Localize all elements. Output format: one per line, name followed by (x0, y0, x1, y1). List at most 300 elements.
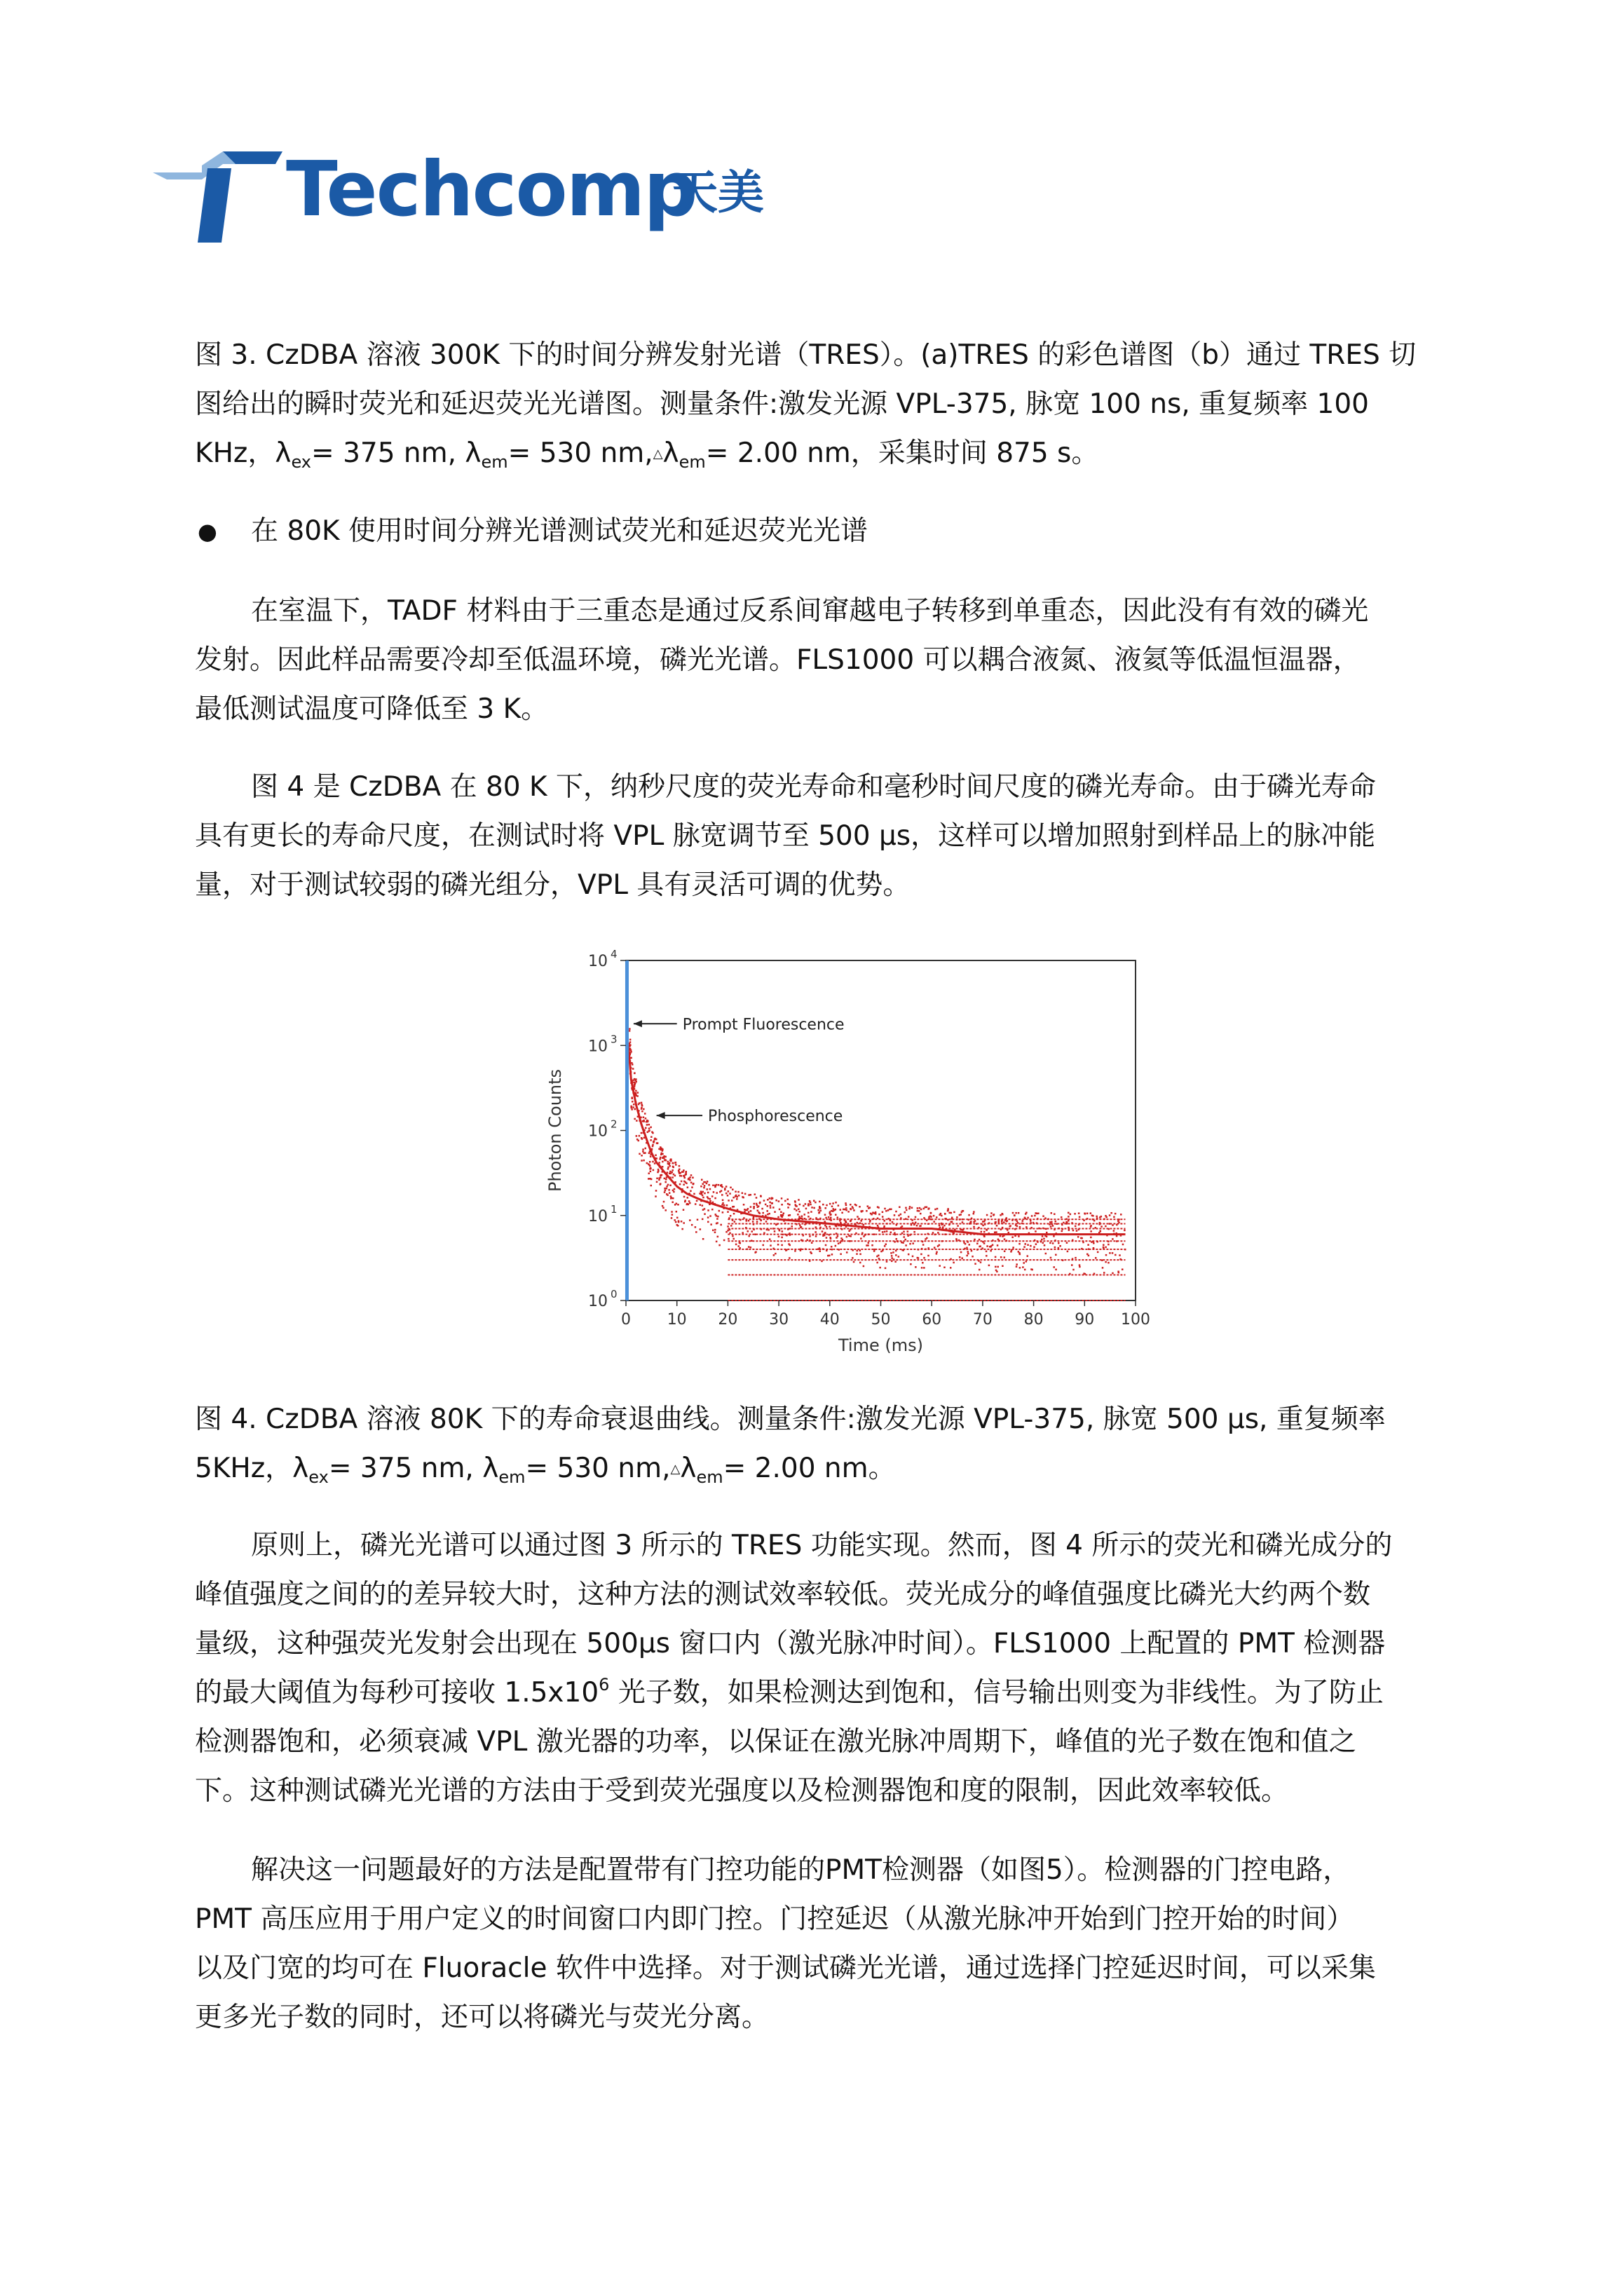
phosphorescence-point (850, 1204, 852, 1206)
phosphorescence-point (670, 1173, 672, 1175)
phosphorescence-point (1122, 1268, 1124, 1270)
phosphorescence-point (884, 1245, 886, 1247)
phosphorescence-point (709, 1215, 711, 1217)
phosphorescence-point (1035, 1212, 1037, 1214)
phosphorescence-point (997, 1239, 1000, 1241)
phosphorescence-point (666, 1193, 668, 1195)
phosphorescence-point (641, 1103, 643, 1106)
phosphorescence-point (657, 1171, 659, 1174)
fig3-caption (195, 331, 1443, 478)
phosphorescence-point (983, 1242, 986, 1244)
phosphorescence-point (1025, 1261, 1028, 1263)
phosphorescence-point (1022, 1220, 1024, 1222)
phosphorescence-point (986, 1229, 988, 1231)
phosphorescence-point (1079, 1216, 1081, 1218)
phosphorescence-point (665, 1178, 667, 1181)
phosphorescence-point (896, 1238, 898, 1240)
phosphorescence-point (882, 1216, 884, 1218)
phosphorescence-point (973, 1213, 975, 1215)
phosphorescence-point (920, 1213, 922, 1215)
phosphorescence-point (1019, 1226, 1021, 1228)
phosphorescence-point (661, 1148, 663, 1150)
phosphorescence-point (1025, 1213, 1027, 1215)
phosphorescence-point (629, 1028, 631, 1030)
phosphorescence-point (707, 1181, 709, 1183)
phosphorescence-point (670, 1158, 672, 1160)
paragraph-4-line4: 更多光子数的同时，还可以将磷光与荧光分离。 (195, 2002, 770, 2033)
phosphorescence-point (904, 1239, 906, 1241)
phosphorescence-point (995, 1256, 997, 1258)
phosphorescence-point (1004, 1256, 1006, 1258)
phosphorescence-point (723, 1239, 725, 1242)
phosphorescence-point (642, 1120, 644, 1122)
phosphorescence-point (799, 1224, 801, 1226)
phosphorescence-point (990, 1216, 993, 1218)
phosphorescence-point (1120, 1214, 1122, 1216)
phosphorescence-point (648, 1172, 650, 1174)
phosphorescence-point (737, 1245, 740, 1247)
phosphorescence-point (649, 1161, 651, 1163)
phosphorescence-point (936, 1253, 938, 1255)
phosphorescence-point (1052, 1225, 1054, 1227)
phosphorescence-point (1049, 1221, 1051, 1223)
phosphorescence-point (1074, 1213, 1076, 1215)
phosphorescence-point (641, 1155, 643, 1157)
phosphorescence-point (652, 1161, 654, 1163)
phosphorescence-point (942, 1226, 944, 1228)
phosphorescence-point (691, 1186, 693, 1188)
phosphorescence-point (826, 1226, 828, 1228)
phosphorescence-point (658, 1162, 660, 1164)
phosphorescence-point (990, 1212, 993, 1214)
phosphorescence-point (933, 1215, 935, 1217)
phosphorescence-point (763, 1200, 765, 1202)
phosphorescence-point (672, 1202, 674, 1204)
paragraph-3 (195, 1521, 1443, 1816)
phosphorescence-point (819, 1207, 821, 1209)
phosphorescence-point (663, 1201, 665, 1203)
phosphorescence-point (1018, 1235, 1020, 1237)
phosphorescence-point (815, 1231, 817, 1233)
phosphorescence-point (1027, 1217, 1029, 1219)
phosphorescence-point (704, 1185, 706, 1187)
paragraph-4 (195, 1846, 1443, 2042)
phosphorescence-point (895, 1254, 897, 1256)
phosphorescence-point (1053, 1235, 1055, 1237)
phosphorescence-point (907, 1235, 909, 1237)
phosphorescence-point (794, 1200, 796, 1202)
phosphorescence-point (1116, 1235, 1118, 1237)
y-tick-label: 10 (588, 953, 608, 970)
phosphorescence-point (830, 1217, 832, 1219)
phosphorescence-point (632, 1101, 634, 1103)
phosphorescence-point (830, 1214, 832, 1216)
phosphorescence-point (1000, 1235, 1002, 1237)
phosphorescence-point (648, 1127, 650, 1129)
phosphorescence-point (767, 1199, 769, 1201)
paragraph-3-line6: 下。这种测试磷光光谱的方法由于受到荧光强度以及检测器饱和度的限制，因此效率较低。 (195, 1775, 1289, 1807)
phosphorescence-point (781, 1244, 783, 1247)
fig3-caption-line2: 图给出的瞬时荧光和延迟荧光光谱图。测量条件:激发光源 VPL-375, 脉宽 100 ns, 重复频率 100 (195, 388, 1369, 420)
phosphorescence-point (1003, 1221, 1005, 1223)
phosphorescence-point (882, 1211, 884, 1214)
phosphorescence-point (714, 1186, 716, 1188)
phosphorescence-point (744, 1209, 746, 1211)
phosphorescence-point (643, 1153, 646, 1155)
phosphorescence-point (943, 1225, 946, 1227)
phosphorescence-point (659, 1158, 661, 1160)
phosphorescence-point (747, 1230, 749, 1232)
phosphorescence-point (730, 1215, 732, 1217)
paragraph-4-line1: 解决这一问题最好的方法是配置带有门控功能的PMT检测器（如图5）。检测器的门控电路， (251, 1854, 1351, 1886)
phosphorescence-point (847, 1211, 850, 1213)
phosphorescence-point (742, 1232, 744, 1234)
phosphorescence-point (631, 1096, 633, 1099)
phosphorescence-point (805, 1203, 807, 1205)
phosphorescence-point (936, 1216, 938, 1218)
phosphorescence-point (683, 1169, 685, 1171)
x-tick-label: 80 (1023, 1311, 1044, 1329)
phosphorescence-point (629, 1041, 632, 1043)
phosphorescence-point (890, 1232, 892, 1234)
phosphorescence-point (826, 1237, 828, 1239)
phosphorescence-point (710, 1223, 712, 1225)
phosphorescence-point (642, 1148, 644, 1150)
phosphorescence-point (832, 1208, 834, 1210)
phosphorescence-point (829, 1225, 831, 1228)
phosphorescence-point (1079, 1266, 1081, 1268)
phosphorescence-point (721, 1194, 723, 1196)
phosphorescence-point (716, 1192, 718, 1194)
phosphorescence-point (859, 1206, 861, 1208)
phosphorescence-point (663, 1155, 665, 1157)
phosphorescence-point (866, 1210, 868, 1212)
phosphorescence-point (939, 1214, 941, 1216)
phosphorescence-point (1066, 1242, 1068, 1244)
phosphorescence-point (1090, 1230, 1092, 1232)
phosphorescence-point (908, 1216, 910, 1218)
phosphorescence-point (822, 1204, 824, 1206)
phosphorescence-point (894, 1261, 897, 1263)
phosphorescence-point (908, 1208, 911, 1210)
phosphorescence-point (1045, 1253, 1047, 1255)
phosphorescence-point (662, 1207, 665, 1209)
phosphorescence-point (1035, 1230, 1037, 1232)
phosphorescence-point (882, 1231, 884, 1233)
phosphorescence-point (756, 1221, 758, 1223)
phosphorescence-point (793, 1208, 796, 1210)
phosphorescence-point (1009, 1225, 1011, 1227)
phosphorescence-point (890, 1252, 892, 1254)
x-tick-label: 70 (972, 1311, 993, 1329)
phosphorescence-point (638, 1103, 640, 1106)
phosphorescence-point (1068, 1212, 1070, 1214)
phosphorescence-point (722, 1202, 724, 1204)
phosphorescence-point (674, 1175, 676, 1177)
paragraph-2 (195, 763, 1443, 910)
phosphorescence-point (948, 1212, 950, 1214)
phosphorescence-point (1063, 1222, 1065, 1224)
phosphorescence-point (702, 1204, 704, 1207)
phosphorescence-point (691, 1224, 693, 1226)
phosphorescence-point (981, 1231, 983, 1233)
phosphorescence-point (1042, 1242, 1044, 1244)
phosphorescence-point (644, 1113, 646, 1115)
phosphorescence-point (700, 1204, 702, 1206)
phosphorescence-point (889, 1209, 891, 1211)
phosphorescence-point (669, 1171, 672, 1173)
phosphorescence-point (641, 1102, 643, 1104)
phosphorescence-point (894, 1232, 896, 1235)
phosphorescence-point (770, 1198, 772, 1200)
phosphorescence-point (778, 1200, 780, 1202)
phosphorescence-point (1108, 1244, 1110, 1246)
phosphorescence-point (891, 1255, 893, 1257)
phosphorescence-point (771, 1202, 773, 1204)
fig4-caption (195, 1395, 1443, 1493)
phosphorescence-point (665, 1209, 667, 1211)
phosphorescence-point (714, 1229, 716, 1231)
paragraph-2-line1: 图 4 是 CzDBA 在 80 K 下，纳秒尺度的荧光寿命和毫秒时间尺度的磷光寿命。由于磷光寿命 (251, 771, 1376, 803)
phosphorescence-point (750, 1210, 752, 1212)
phosphorescence-point (1030, 1245, 1032, 1247)
phosphorescence-point (908, 1254, 910, 1256)
phosphorescence-point (885, 1268, 887, 1270)
paragraph-1 (195, 587, 1443, 734)
phosphorescence-point (675, 1164, 677, 1166)
x-tick-label: 10 (667, 1311, 687, 1329)
phosphorescence-point (1084, 1213, 1086, 1215)
phosphorescence-point (922, 1262, 924, 1264)
phosphorescence-point (1122, 1244, 1124, 1246)
phosphorescence-point (748, 1194, 750, 1196)
phosphorescence-point (676, 1211, 678, 1213)
phosphorescence-point (1102, 1267, 1104, 1269)
phosphorescence-point (662, 1205, 664, 1207)
phosphorescence-point (953, 1262, 955, 1264)
phosphorescence-point (901, 1242, 903, 1244)
phosphorescence-point (769, 1202, 771, 1204)
phosphorescence-point (757, 1206, 759, 1208)
phosphorescence-point (1109, 1214, 1111, 1216)
phosphorescence-point (726, 1204, 728, 1207)
phosphorescence-point (840, 1254, 842, 1256)
phosphorescence-point (750, 1206, 752, 1208)
phosphorescence-point (704, 1193, 706, 1195)
phosphorescence-point (939, 1265, 941, 1267)
phosphorescence-point (770, 1205, 772, 1207)
phosphorescence-point (805, 1208, 807, 1210)
phosphorescence-point (1046, 1232, 1048, 1234)
phosphorescence-point (635, 1090, 637, 1092)
phosphorescence-point (634, 1073, 636, 1075)
phosphorescence-point (704, 1208, 706, 1210)
phosphorescence-point (798, 1199, 800, 1201)
phosphorescence-point (1113, 1230, 1115, 1232)
phosphorescence-point (649, 1178, 651, 1180)
phosphorescence-point (643, 1108, 645, 1110)
phosphorescence-point (1050, 1225, 1052, 1228)
phosphorescence-point (1006, 1221, 1008, 1223)
phosphorescence-point (1002, 1265, 1004, 1268)
phosphorescence-point (1023, 1262, 1025, 1264)
phosphorescence-point (863, 1265, 865, 1268)
phosphorescence-point (807, 1212, 810, 1214)
phosphorescence-point (711, 1195, 714, 1197)
phosphorescence-point (873, 1250, 875, 1252)
phosphorescence-point (1016, 1265, 1018, 1268)
phosphorescence-point (789, 1204, 791, 1206)
phosphorescence-point (770, 1207, 772, 1209)
phosphorescence-point (1108, 1262, 1110, 1264)
phosphorescence-point (679, 1165, 681, 1167)
paragraph-3-line4: 的最大阈值为每秒可接收 $1.5x10^6$ 光子数，如果检测达到饱和，信号输出则变为非线性。为了防止 (195, 1675, 1384, 1709)
phosphorescence-point (648, 1153, 650, 1155)
phosphorescence-point (650, 1185, 653, 1187)
phosphorescence-point (869, 1221, 871, 1223)
phosphorescence-point (653, 1141, 655, 1143)
phosphorescence-point (648, 1124, 650, 1126)
phosphorescence-point (632, 1064, 634, 1066)
phosphorescence-point (1061, 1216, 1063, 1218)
y-tick-exponent: 2 (611, 1118, 618, 1131)
phosphorescence-point (662, 1166, 664, 1168)
phosphorescence-point (634, 1108, 636, 1110)
phosphorescence-point (681, 1221, 683, 1223)
phosphorescence-point (1099, 1216, 1101, 1218)
phosphorescence-point (672, 1176, 674, 1178)
logo-chinese-name: 天美 (672, 165, 764, 219)
phosphorescence-point (831, 1254, 833, 1256)
phosphorescence-point (912, 1242, 914, 1244)
phosphorescence-point (645, 1118, 647, 1120)
phosphorescence-point (1027, 1255, 1029, 1257)
phosphorescence-point (982, 1241, 984, 1243)
phosphorescence-point (968, 1214, 970, 1216)
phosphorescence-point (737, 1191, 740, 1193)
phosphorescence-point (679, 1183, 681, 1186)
phosphorescence-point (933, 1221, 935, 1223)
phosphorescence-point (895, 1250, 897, 1252)
phosphorescence-point (799, 1204, 801, 1206)
phosphorescence-point (656, 1181, 658, 1183)
phosphorescence-point (669, 1162, 671, 1164)
phosphorescence-point (892, 1251, 894, 1254)
phosphorescence-point (855, 1204, 857, 1207)
phosphorescence-point (695, 1226, 697, 1228)
phosphorescence-point (635, 1094, 637, 1096)
phosphorescence-point (629, 1030, 631, 1032)
phosphorescence-point (996, 1225, 998, 1227)
phosphorescence-point (735, 1195, 737, 1197)
phosphorescence-point (1076, 1230, 1078, 1232)
phosphorescence-point (690, 1190, 692, 1193)
phosphorescence-point (982, 1221, 984, 1223)
phosphorescence-point (976, 1243, 979, 1245)
phosphorescence-point (754, 1203, 756, 1205)
phosphorescence-point (1023, 1246, 1025, 1248)
phosphorescence-point (679, 1169, 681, 1171)
phosphorescence-point (674, 1219, 676, 1221)
phosphorescence-point (918, 1257, 920, 1259)
phosphorescence-point (1086, 1213, 1089, 1215)
phosphorescence-point (670, 1195, 672, 1197)
phosphorescence-point (856, 1253, 858, 1255)
phosphorescence-point (956, 1216, 958, 1218)
phosphorescence-point (707, 1188, 709, 1190)
phosphorescence-point (665, 1190, 667, 1192)
phosphorescence-point (819, 1201, 821, 1203)
phosphorescence-point (714, 1197, 716, 1200)
phosphorescence-point (644, 1148, 646, 1150)
phosphorescence-point (845, 1202, 847, 1204)
phosphorescence-point (995, 1221, 997, 1223)
phosphorescence-point (1000, 1214, 1002, 1216)
phosphorescence-point (859, 1262, 861, 1264)
phosphorescence-point (664, 1178, 666, 1180)
phosphorescence-point (685, 1171, 687, 1174)
phosphorescence-point (923, 1267, 925, 1269)
phosphorescence-point (721, 1185, 723, 1187)
phosphorescence-point (787, 1207, 789, 1209)
phosphorescence-point (967, 1251, 969, 1253)
phosphorescence-point (815, 1202, 817, 1204)
phosphorescence-point (871, 1244, 873, 1247)
phosphorescence-point (832, 1202, 834, 1204)
phosphorescence-point (633, 1103, 635, 1106)
y-tick-exponent: 1 (611, 1202, 618, 1216)
phosphorescence-point (777, 1216, 779, 1218)
phosphorescence-point (1090, 1237, 1092, 1239)
phosphorescence-point (1015, 1212, 1017, 1214)
phosphorescence-point (824, 1214, 826, 1216)
phosphorescence-point (728, 1200, 730, 1202)
paragraph-3-line2: 峰值强度之间的的差异较大时，这种方法的测试效率较低。荧光成分的峰值强度比磷光大约两个数 (195, 1579, 1371, 1610)
phosphorescence-point (1027, 1244, 1029, 1246)
phosphorescence-point (681, 1228, 683, 1230)
phosphorescence-point (635, 1081, 637, 1083)
phosphorescence-point (646, 1120, 648, 1122)
phosphorescence-point (974, 1239, 976, 1241)
phosphorescence-point (686, 1204, 688, 1206)
phosphorescence-point (852, 1207, 854, 1209)
paragraph-3-line5: 检测器饱和，必须衰减 VPL 激光器的功率，以保证在激光脉冲周期下，峰值的光子数在饱和值之 (195, 1726, 1356, 1758)
phosphorescence-point (774, 1211, 776, 1213)
phosphorescence-point (797, 1214, 799, 1216)
phosphorescence-point (1070, 1214, 1072, 1216)
phosphorescence-point (735, 1190, 737, 1193)
phosphorescence-point (807, 1204, 810, 1207)
phosphorescence-point (1117, 1220, 1119, 1222)
phosphorescence-point (677, 1225, 679, 1227)
phosphorescence-point (667, 1163, 669, 1165)
phosphorescence-point (709, 1198, 711, 1200)
phosphorescence-point (990, 1250, 992, 1252)
phosphorescence-point (632, 1106, 634, 1108)
fig4-caption-line1: 图 4. CzDBA 溶液 80K 下的寿命衰退曲线。测量条件:激发光源 VPL-375, 脉宽 500 μs, 重复频率 (195, 1404, 1386, 1435)
phosphorescence-point (1035, 1243, 1037, 1245)
phosphorescence-point (879, 1267, 881, 1269)
phosphorescence-point (716, 1241, 718, 1243)
phosphorescence-point (944, 1213, 946, 1215)
phosphorescence-point (886, 1230, 888, 1232)
phosphorescence-point (752, 1221, 754, 1223)
phosphorescence-point (957, 1225, 959, 1227)
phosphorescence-point (880, 1251, 882, 1253)
phosphorescence-point (824, 1207, 826, 1209)
phosphorescence-point (717, 1236, 719, 1238)
phosphorescence-point (1008, 1232, 1010, 1234)
